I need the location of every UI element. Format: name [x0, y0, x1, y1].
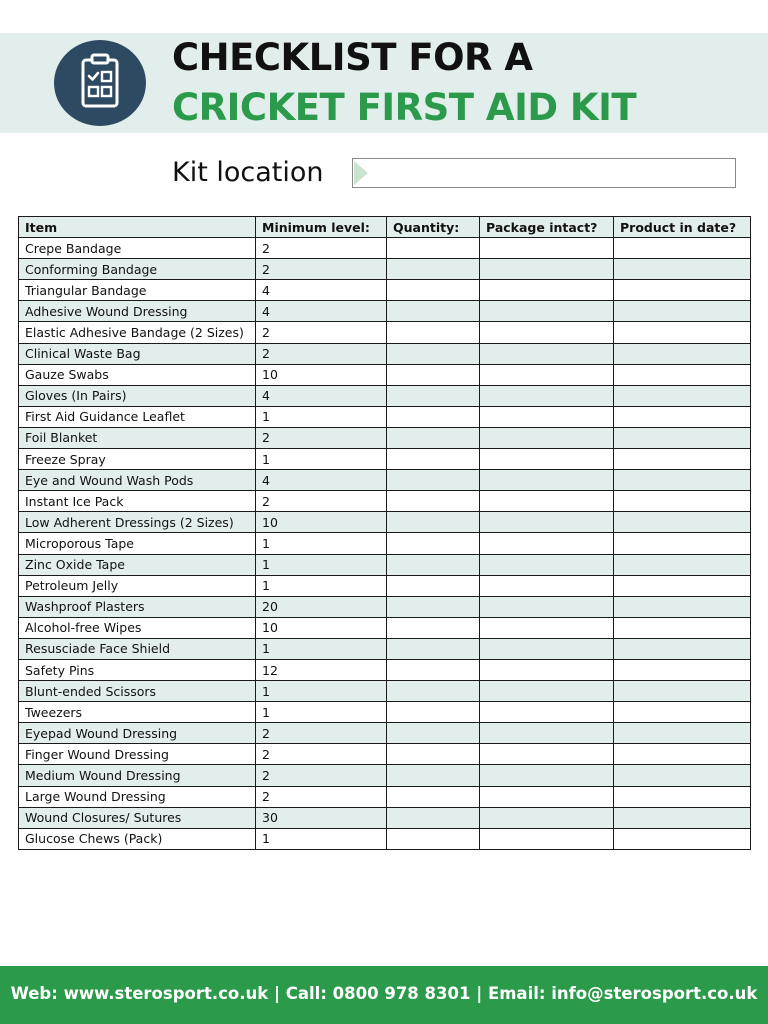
- product-in-date-cell[interactable]: [614, 470, 751, 491]
- package-intact-cell[interactable]: [480, 681, 614, 702]
- package-intact-cell[interactable]: [480, 406, 614, 427]
- product-in-date-cell[interactable]: [614, 596, 751, 617]
- item-name: First Aid Guidance Leaflet: [19, 406, 256, 427]
- quantity-cell[interactable]: [387, 702, 480, 723]
- quantity-cell[interactable]: [387, 280, 480, 301]
- package-intact-cell[interactable]: [480, 765, 614, 786]
- minimum-level: 4: [256, 470, 387, 491]
- item-name: Finger Wound Dressing: [19, 744, 256, 765]
- product-in-date-cell[interactable]: [614, 828, 751, 849]
- item-name: Elastic Adhesive Bandage (2 Sizes): [19, 322, 256, 343]
- minimum-level: 1: [256, 702, 387, 723]
- product-in-date-cell[interactable]: [614, 575, 751, 596]
- product-in-date-cell[interactable]: [614, 343, 751, 364]
- item-name: Tweezers: [19, 702, 256, 723]
- package-intact-cell[interactable]: [480, 638, 614, 659]
- table-row: [19, 659, 751, 680]
- table-row: [19, 575, 751, 596]
- item-name: Low Adherent Dressings (2 Sizes): [19, 512, 256, 533]
- quantity-cell[interactable]: [387, 533, 480, 554]
- logo: [54, 40, 146, 126]
- table-header-row: [19, 217, 751, 238]
- minimum-level: 10: [256, 617, 387, 638]
- quantity-cell[interactable]: [387, 343, 480, 364]
- package-intact-cell[interactable]: [480, 828, 614, 849]
- item-name: Resusciade Face Shield: [19, 638, 256, 659]
- table-row: [19, 723, 751, 744]
- minimum-level: 12: [256, 659, 387, 680]
- minimum-level: 1: [256, 828, 387, 849]
- quantity-cell[interactable]: [387, 512, 480, 533]
- table-row: [19, 322, 751, 343]
- minimum-level: 2: [256, 744, 387, 765]
- table-row: [19, 702, 751, 723]
- kit-location-label: Kit location: [172, 157, 324, 188]
- minimum-level: 10: [256, 512, 387, 533]
- minimum-level: 4: [256, 301, 387, 322]
- quantity-cell[interactable]: [387, 427, 480, 448]
- package-intact-cell[interactable]: [480, 322, 614, 343]
- item-name: Microporous Tape: [19, 533, 256, 554]
- quantity-cell[interactable]: [387, 807, 480, 828]
- package-intact-cell[interactable]: [480, 807, 614, 828]
- item-name: Gauze Swabs: [19, 364, 256, 385]
- package-intact-cell[interactable]: [480, 470, 614, 491]
- table-row: [19, 301, 751, 322]
- column-header-item: Item: [19, 217, 256, 238]
- package-intact-cell[interactable]: [480, 554, 614, 575]
- item-name: Crepe Bandage: [19, 238, 256, 259]
- product-in-date-cell[interactable]: [614, 765, 751, 786]
- quantity-cell[interactable]: [387, 238, 480, 259]
- item-name: Blunt-ended Scissors: [19, 681, 256, 702]
- table-row: [19, 470, 751, 491]
- product-in-date-cell[interactable]: [614, 512, 751, 533]
- quantity-cell[interactable]: [387, 681, 480, 702]
- item-name: Clinical Waste Bag: [19, 343, 256, 364]
- product-in-date-cell[interactable]: [614, 406, 751, 427]
- quantity-cell[interactable]: [387, 765, 480, 786]
- item-name: Eyepad Wound Dressing: [19, 723, 256, 744]
- package-intact-cell[interactable]: [480, 575, 614, 596]
- minimum-level: 2: [256, 322, 387, 343]
- package-intact-cell[interactable]: [480, 427, 614, 448]
- column-header-product-in-date: Product in date?: [614, 217, 751, 238]
- quantity-cell[interactable]: [387, 449, 480, 470]
- table-row: [19, 786, 751, 807]
- package-intact-cell[interactable]: [480, 364, 614, 385]
- product-in-date-cell[interactable]: [614, 322, 751, 343]
- quantity-cell[interactable]: [387, 786, 480, 807]
- table-row: [19, 238, 751, 259]
- item-name: Large Wound Dressing: [19, 786, 256, 807]
- item-name: Foil Blanket: [19, 427, 256, 448]
- checklist-table: [18, 216, 751, 850]
- package-intact-cell[interactable]: [480, 491, 614, 512]
- item-name: Safety Pins: [19, 659, 256, 680]
- product-in-date-cell[interactable]: [614, 533, 751, 554]
- table-row: [19, 681, 751, 702]
- column-header-minimum-level: Minimum level:: [256, 217, 387, 238]
- quantity-cell[interactable]: [387, 638, 480, 659]
- minimum-level: 1: [256, 554, 387, 575]
- table-row: [19, 533, 751, 554]
- minimum-level: 2: [256, 238, 387, 259]
- package-intact-cell[interactable]: [480, 702, 614, 723]
- quantity-cell[interactable]: [387, 491, 480, 512]
- quantity-cell[interactable]: [387, 385, 480, 406]
- title-line-1: CHECKLIST FOR A: [172, 36, 533, 79]
- table-row: [19, 385, 751, 406]
- product-in-date-cell[interactable]: [614, 238, 751, 259]
- item-name: Zinc Oxide Tape: [19, 554, 256, 575]
- product-in-date-cell[interactable]: [614, 807, 751, 828]
- table-row: [19, 259, 751, 280]
- quantity-cell[interactable]: [387, 828, 480, 849]
- item-name: Glucose Chews (Pack): [19, 828, 256, 849]
- product-in-date-cell[interactable]: [614, 364, 751, 385]
- item-name: Washproof Plasters: [19, 596, 256, 617]
- product-in-date-cell[interactable]: [614, 280, 751, 301]
- minimum-level: 2: [256, 427, 387, 448]
- table-row: [19, 744, 751, 765]
- quantity-cell[interactable]: [387, 744, 480, 765]
- table-row: [19, 364, 751, 385]
- minimum-level: 2: [256, 786, 387, 807]
- table-row: [19, 807, 751, 828]
- minimum-level: 4: [256, 280, 387, 301]
- item-name: Medium Wound Dressing: [19, 765, 256, 786]
- minimum-level: 20: [256, 596, 387, 617]
- table-row: [19, 765, 751, 786]
- package-intact-cell[interactable]: [480, 512, 614, 533]
- minimum-level: 10: [256, 364, 387, 385]
- product-in-date-cell[interactable]: [614, 681, 751, 702]
- package-intact-cell[interactable]: [480, 744, 614, 765]
- quantity-cell[interactable]: [387, 617, 480, 638]
- item-name: Petroleum Jelly: [19, 575, 256, 596]
- footer-contact: Web: www.sterosport.co.uk | Call: 0800 978 8301 | Email: info@sterosport.co.uk: [10, 984, 758, 1003]
- table-row: [19, 617, 751, 638]
- item-name: Instant Ice Pack: [19, 491, 256, 512]
- quantity-cell[interactable]: [387, 259, 480, 280]
- minimum-level: 1: [256, 638, 387, 659]
- table-row: [19, 554, 751, 575]
- minimum-level: 2: [256, 343, 387, 364]
- product-in-date-cell[interactable]: [614, 786, 751, 807]
- quantity-cell[interactable]: [387, 723, 480, 744]
- table-row: [19, 512, 751, 533]
- column-header-quantity: Quantity:: [387, 217, 480, 238]
- item-name: Triangular Bandage: [19, 280, 256, 301]
- minimum-level: 1: [256, 406, 387, 427]
- minimum-level: 30: [256, 807, 387, 828]
- minimum-level: 2: [256, 491, 387, 512]
- product-in-date-cell[interactable]: [614, 491, 751, 512]
- minimum-level: 4: [256, 385, 387, 406]
- item-name: Eye and Wound Wash Pods: [19, 470, 256, 491]
- checklist-body: [19, 238, 751, 850]
- product-in-date-cell[interactable]: [614, 427, 751, 448]
- product-in-date-cell[interactable]: [614, 259, 751, 280]
- table-row: [19, 491, 751, 512]
- column-header-package-intact: Package intact?: [480, 217, 614, 238]
- table-row: [19, 638, 751, 659]
- table-row: [19, 427, 751, 448]
- product-in-date-cell[interactable]: [614, 617, 751, 638]
- package-intact-cell[interactable]: [480, 723, 614, 744]
- product-in-date-cell[interactable]: [614, 385, 751, 406]
- kit-location-input[interactable]: [352, 158, 736, 188]
- package-intact-cell[interactable]: [480, 596, 614, 617]
- minimum-level: 2: [256, 723, 387, 744]
- quantity-cell[interactable]: [387, 322, 480, 343]
- minimum-level: 2: [256, 765, 387, 786]
- package-intact-cell[interactable]: [480, 343, 614, 364]
- quantity-cell[interactable]: [387, 575, 480, 596]
- quantity-cell[interactable]: [387, 364, 480, 385]
- product-in-date-cell[interactable]: [614, 554, 751, 575]
- minimum-level: 1: [256, 449, 387, 470]
- package-intact-cell[interactable]: [480, 385, 614, 406]
- product-in-date-cell[interactable]: [614, 638, 751, 659]
- item-name: Wound Closures/ Sutures: [19, 807, 256, 828]
- quantity-cell[interactable]: [387, 406, 480, 427]
- item-name: Conforming Bandage: [19, 259, 256, 280]
- product-in-date-cell[interactable]: [614, 744, 751, 765]
- package-intact-cell[interactable]: [480, 238, 614, 259]
- product-in-date-cell[interactable]: [614, 723, 751, 744]
- product-in-date-cell[interactable]: [614, 659, 751, 680]
- item-name: Alcohol-free Wipes: [19, 617, 256, 638]
- package-intact-cell[interactable]: [480, 449, 614, 470]
- package-intact-cell[interactable]: [480, 659, 614, 680]
- product-in-date-cell[interactable]: [614, 702, 751, 723]
- quantity-cell[interactable]: [387, 554, 480, 575]
- package-intact-cell[interactable]: [480, 259, 614, 280]
- clipboard-checklist-icon: [54, 40, 146, 126]
- package-intact-cell[interactable]: [480, 301, 614, 322]
- minimum-level: 1: [256, 575, 387, 596]
- minimum-level: 1: [256, 533, 387, 554]
- quantity-cell[interactable]: [387, 301, 480, 322]
- quantity-cell[interactable]: [387, 470, 480, 491]
- package-intact-cell[interactable]: [480, 280, 614, 301]
- quantity-cell[interactable]: [387, 659, 480, 680]
- item-name: Gloves (In Pairs): [19, 385, 256, 406]
- table-row: [19, 596, 751, 617]
- table-row: [19, 449, 751, 470]
- minimum-level: 2: [256, 259, 387, 280]
- title-line-2: CRICKET FIRST AID KIT: [172, 86, 637, 129]
- product-in-date-cell[interactable]: [614, 301, 751, 322]
- minimum-level: 1: [256, 681, 387, 702]
- package-intact-cell[interactable]: [480, 617, 614, 638]
- table-row: [19, 828, 751, 849]
- product-in-date-cell[interactable]: [614, 449, 751, 470]
- table-row: [19, 280, 751, 301]
- table-row: [19, 343, 751, 364]
- table-row: [19, 406, 751, 427]
- item-name: Adhesive Wound Dressing: [19, 301, 256, 322]
- quantity-cell[interactable]: [387, 596, 480, 617]
- item-name: Freeze Spray: [19, 449, 256, 470]
- package-intact-cell[interactable]: [480, 786, 614, 807]
- package-intact-cell[interactable]: [480, 533, 614, 554]
